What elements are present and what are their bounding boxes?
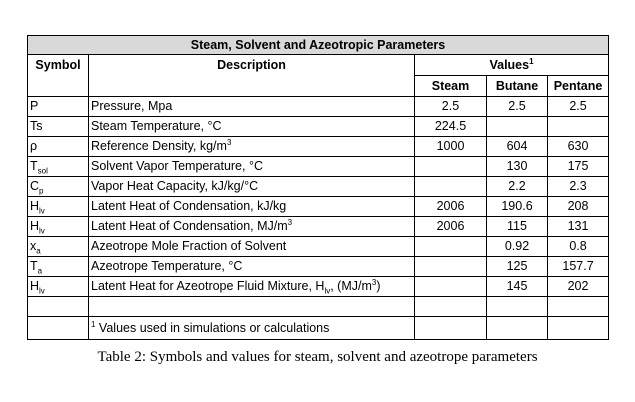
steam-value-cell: 224.5 <box>415 117 487 137</box>
symbol-cell: $H_{lv}$ <box>28 197 89 217</box>
table-row <box>28 277 609 297</box>
symbol-cell: $x_a$ <box>28 237 89 257</box>
steam-value-cell: 2.5 <box>415 97 487 117</box>
empty-cell <box>548 317 609 340</box>
pentane-value-cell: 202 <box>548 277 609 297</box>
symbol-cell: $H_{lv}$ <box>28 277 89 297</box>
empty-cell <box>487 297 548 317</box>
parameters-table <box>27 35 609 340</box>
table-row <box>28 197 609 217</box>
header-steam: Steam <box>415 76 487 97</box>
header-butane: Butane <box>487 76 548 97</box>
butane-value-cell: 0.92 <box>487 237 548 257</box>
pentane-value-cell: 2.3 <box>548 177 609 197</box>
header-values: Values$^1$ <box>415 55 609 76</box>
description-cell: Reference Density, $kg/m^3$ <box>89 137 415 157</box>
steam-value-cell: 1000 <box>415 137 487 157</box>
table-row <box>28 257 609 277</box>
symbol-cell: Ts <box>28 117 89 137</box>
description-cell: Vapor Heat Capacity, kJ/kg/°C <box>89 177 415 197</box>
butane-value-cell: 130 <box>487 157 548 177</box>
pentane-value-cell: 175 <box>548 157 609 177</box>
table-row <box>28 157 609 177</box>
symbol-cell: $T_a$ <box>28 257 89 277</box>
steam-value-cell <box>415 157 487 177</box>
description-cell: Latent Heat for Azeotrope Fluid Mixture, $H_{lv}$, $(MJ/m^3)$ <box>89 277 415 297</box>
symbol-cell: $C_p$ <box>28 177 89 197</box>
empty-cell <box>28 317 89 340</box>
description-cell: Azeotrope Temperature, °C <box>89 257 415 277</box>
footnote-cell: $^1$ Values used in simulations or calculations <box>89 317 415 340</box>
steam-value-cell <box>415 177 487 197</box>
pentane-value-cell: 2.5 <box>548 97 609 117</box>
butane-value-cell: 604 <box>487 137 548 157</box>
table-row <box>28 117 609 137</box>
footnote-row <box>28 317 609 340</box>
butane-value-cell <box>487 117 548 137</box>
butane-value-cell: 2.5 <box>487 97 548 117</box>
empty-cell <box>415 297 487 317</box>
steam-value-cell <box>415 237 487 257</box>
butane-value-cell: 190.6 <box>487 197 548 217</box>
header-description: Description <box>89 55 415 97</box>
description-cell: Solvent Vapor Temperature, °C <box>89 157 415 177</box>
empty-cell <box>487 317 548 340</box>
empty-cell <box>548 297 609 317</box>
description-cell: Steam Temperature, °C <box>89 117 415 137</box>
steam-value-cell: 2006 <box>415 197 487 217</box>
butane-value-cell: 145 <box>487 277 548 297</box>
butane-value-cell: 115 <box>487 217 548 237</box>
steam-value-cell <box>415 257 487 277</box>
symbol-cell: $T_{sol}$ <box>28 157 89 177</box>
table-row <box>28 97 609 117</box>
pentane-value-cell: 157.7 <box>548 257 609 277</box>
butane-value-cell: 2.2 <box>487 177 548 197</box>
header-symbol: Symbol <box>28 55 89 97</box>
steam-value-cell <box>415 277 487 297</box>
table-row <box>28 137 609 157</box>
pentane-value-cell: 131 <box>548 217 609 237</box>
table-caption: Table 2: Symbols and values for steam, solvent and azeotrope parameters <box>97 349 538 365</box>
pentane-value-cell: 208 <box>548 197 609 217</box>
description-cell: Latent Heat of Condensation, $MJ/m^3$ <box>89 217 415 237</box>
pentane-value-cell: 630 <box>548 137 609 157</box>
symbol-cell: $H_{lv}$ <box>28 217 89 237</box>
empty-cell <box>28 297 89 317</box>
header-pentane: Pentane <box>548 76 609 97</box>
symbol-cell: P <box>28 97 89 117</box>
table-row <box>28 217 609 237</box>
butane-value-cell: 125 <box>487 257 548 277</box>
description-cell: Latent Heat of Condensation, kJ/kg <box>89 197 415 217</box>
pentane-value-cell: 0.8 <box>548 237 609 257</box>
pentane-value-cell <box>548 117 609 137</box>
symbol-cell: ρ <box>28 137 89 157</box>
table-row <box>28 177 609 197</box>
table-row <box>28 237 609 257</box>
description-cell: Azeotrope Mole Fraction of Solvent <box>89 237 415 257</box>
empty-cell <box>89 297 415 317</box>
table-title: Steam, Solvent and Azeotropic Parameters <box>28 36 609 55</box>
empty-cell <box>415 317 487 340</box>
steam-value-cell: 2006 <box>415 217 487 237</box>
empty-row <box>28 297 609 317</box>
description-cell: Pressure, Mpa <box>89 97 415 117</box>
